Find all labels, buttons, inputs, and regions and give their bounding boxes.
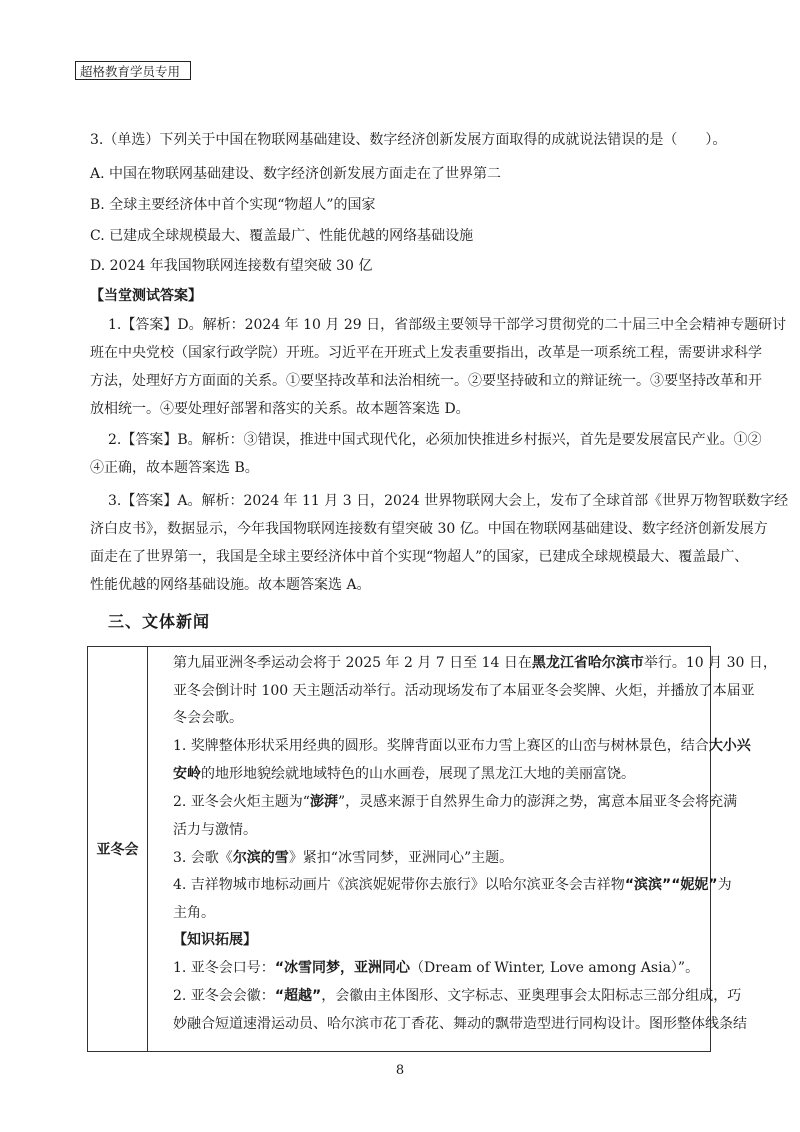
torch-line: 2. 亚冬会火炬主题为“澎湃”，灵感来源于自然界生命力的澎湃之势，寓意本届亚冬会将充满: [173, 794, 738, 810]
mascot-line: 主角。: [173, 905, 215, 921]
table-row-label: 亚冬会: [96, 842, 139, 858]
news-table: [87, 646, 777, 1052]
extension-heading: 【知识拓展】: [173, 932, 257, 948]
answer3-line: 性能优越的网络基础设施。故本题答案选 A。: [90, 577, 371, 593]
emblem-line: 2. 亚冬会会徽：“超越”，会徽由主体图形、文字标志、亚奥理事会太阳标志三部分组成，巧: [173, 988, 742, 1004]
header-tag: 超格教育学员专用: [75, 61, 191, 80]
question3-option-d: D. 2024 年我国物联网连接数有望突破 30 亿: [90, 258, 373, 274]
emblem-line: 妙融合短道速滑运动员、哈尔滨市花丁香花、舞动的飘带造型进行同构设计。图形整体线条结: [173, 1016, 747, 1032]
answer2-line: 2.【答案】B。解析：③错误，推进中国式现代化，必须加快推进乡村振兴，首先是要发展富民产业。①②: [108, 432, 762, 448]
question3-option-a: A. 中国在物联网基础建设、数字经济创新发展方面走在了世界第二: [90, 166, 502, 182]
answers-heading: 【当堂测试答案】: [90, 288, 202, 304]
slogan-line: 1. 亚冬会口号：“冰雪同梦，亚洲同心（Dream of Winter, Love among Asia）”。: [173, 960, 700, 976]
medal-line: 1. 奖牌整体形状采用经典的圆形。奖牌背面以亚布力雪上赛区的山峦与树林景色，结合大小兴: [173, 738, 751, 754]
intro-line: 亚冬会倒计时 100 天主题活动举行。活动现场发布了本届亚冬会奖牌、火炬，并播放了本届亚: [173, 683, 755, 699]
question3-option-c: C. 已建成全球规模最大、覆盖最广、性能优越的网络基础设施: [90, 228, 474, 244]
answer3-line: 济白皮书》，数据显示，今年我国物联网连接数有望突破 30 亿。中国在物联网基础建设、数字经济创新发展方: [90, 521, 768, 537]
section-title: 三、文体新闻: [108, 612, 211, 631]
torch-line: 活力与激情。: [173, 822, 257, 838]
table-divider: [147, 647, 148, 1051]
answer3-line: 面走在了世界第一，我国是全球主要经济体中首个实现“物超人”的国家，已建成全球规模最大、覆盖最广、: [90, 549, 749, 565]
medal-line: 安岭的地形地貌绘就地域特色的山水画卷，展现了黑龙江大地的美丽富饶。: [173, 766, 635, 782]
intro-line: 冬会会歌。: [173, 710, 243, 726]
question3-stem: 3.（单选）下列关于中国在物联网基础建设、数字经济创新发展方面取得的成就说法错误的是（ ）。: [90, 132, 727, 148]
anthem-line: 3. 会歌《尔滨的雪》紧扣“冰雪同梦，亚洲同心”主题。: [173, 850, 514, 866]
mascot-line: 4. 吉祥物城市地标动画片《滨滨妮妮带你去旅行》以哈尔滨亚冬会吉祥物“滨滨”“妮妮”为: [173, 877, 732, 893]
page-number: 8: [395, 1063, 405, 1078]
answer1-line: 班在中央党校（国家行政学院）开班。习近平在开班式上发表重要指出，改革是一项系统工程，需要讲求科学: [90, 345, 762, 361]
intro-line: 第九届亚洲冬季运动会将于 2025 年 2 月 7 日至 14 日在黑龙江省哈尔滨市举行。10 月 30 日，: [173, 655, 777, 671]
answer2-line: ④正确，故本题答案选 B。: [90, 460, 259, 476]
answer1-line: 1.【答案】D。解析：2024 年 10 月 29 日，省部级主要领导干部学习贯彻党的二十届三中全会精神专题研讨: [108, 317, 787, 333]
answer3-line: 3.【答案】A。解析：2024 年 11 月 3 日，2024 世界物联网大会上，发布了全球首部《世界万物智联数字经: [108, 493, 789, 509]
question3-option-b: B. 全球主要经济体中首个实现“物超人”的国家: [90, 197, 376, 213]
answer1-line: 放相统一。④要处理好部署和落实的关系。故本题答案选 D。: [90, 401, 470, 417]
answer1-line: 方法，处理好方方面面的关系。①要坚持改革和法治相统一。②要坚持破和立的辩证统一。③要坚持改革和开: [90, 373, 762, 389]
